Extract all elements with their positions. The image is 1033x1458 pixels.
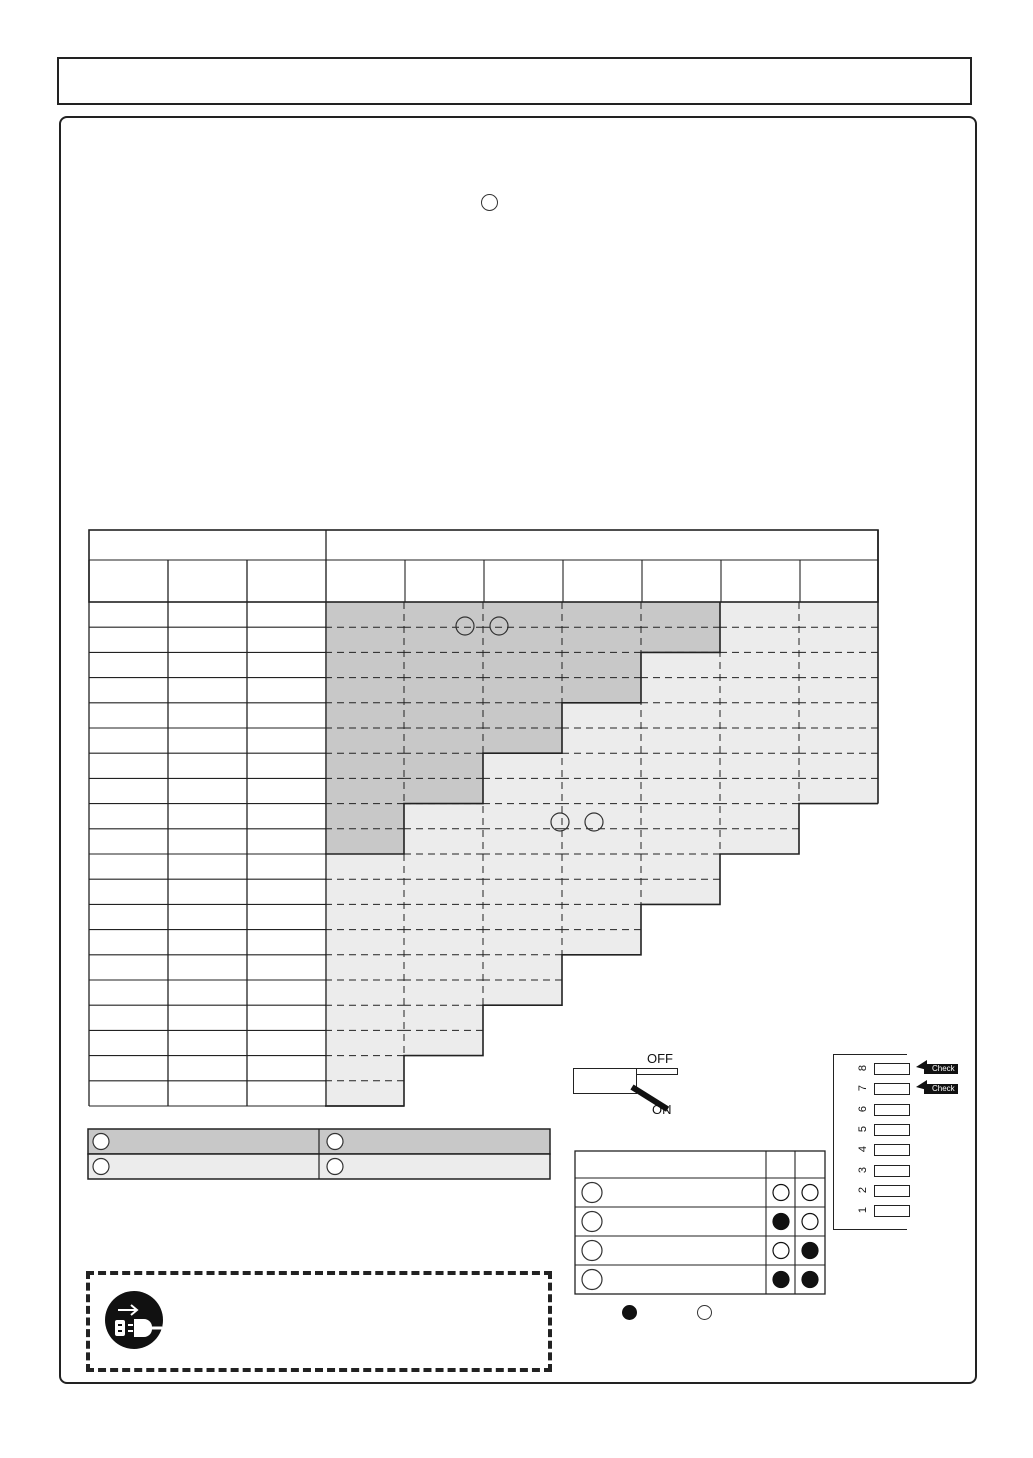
switch-state-dot [802,1272,818,1288]
dip-switch-slot[interactable] [874,1205,910,1217]
dip-position-number: 5 [857,1125,869,1132]
dip-switch-slot[interactable] [874,1104,910,1116]
circle-marker-icon [327,1134,343,1150]
circle-marker-icon [93,1134,109,1150]
mode-table [574,1150,828,1300]
switch-state-dot [802,1243,818,1259]
switch-state-dot [773,1243,789,1259]
circle-marker-icon [93,1159,109,1175]
dip-position-number: 1 [857,1207,869,1214]
switch-state-dot [773,1272,789,1288]
switch-state-dot [802,1214,818,1230]
switch-off-label: OFF [647,1051,673,1066]
mode-circle-marker-icon [582,1183,602,1203]
dip-switch-slot[interactable] [874,1144,910,1156]
dip-switch-body [833,1054,907,1230]
empty-dot-key-icon [697,1305,712,1320]
unplug-notice [86,1271,552,1372]
switch-state-dot [773,1214,789,1230]
check-tag: Check [924,1084,958,1094]
switch-diagram [572,1050,692,1120]
title-box [57,57,972,105]
dip-position-number: 3 [857,1166,869,1173]
dip-switch-block [833,1054,973,1230]
switch-body [573,1068,637,1094]
check-tag: Check [924,1064,958,1074]
mode-circle-marker-icon [582,1212,602,1232]
filled-dot-key-icon [622,1305,637,1320]
dip-switch-slot[interactable] [874,1063,910,1075]
mode-circle-marker-icon [582,1270,602,1290]
dip-position-number: 6 [857,1105,869,1112]
dip-switch-slot[interactable] [874,1124,910,1136]
legend-table [87,1128,553,1182]
unplug-icon [104,1290,164,1350]
dip-switch-slot[interactable] [874,1083,910,1095]
circle-marker-icon [481,194,498,211]
check-arrow-icon [916,1080,927,1090]
check-arrow-icon [916,1060,927,1070]
switch-on-label: ON [652,1102,672,1117]
dip-position-number: 7 [857,1085,869,1092]
dip-switch-slot[interactable] [874,1185,910,1197]
range-table [88,529,882,1111]
dip-position-number: 4 [857,1146,869,1153]
switch-off-slot [636,1068,678,1075]
dip-position-number: 8 [857,1064,869,1072]
dip-switch-slot[interactable] [874,1165,910,1177]
mode-circle-marker-icon [582,1241,602,1261]
switch-state-dot [773,1185,789,1201]
dip-position-number: 2 [857,1186,869,1193]
circle-marker-icon [327,1159,343,1175]
switch-state-dot [802,1185,818,1201]
